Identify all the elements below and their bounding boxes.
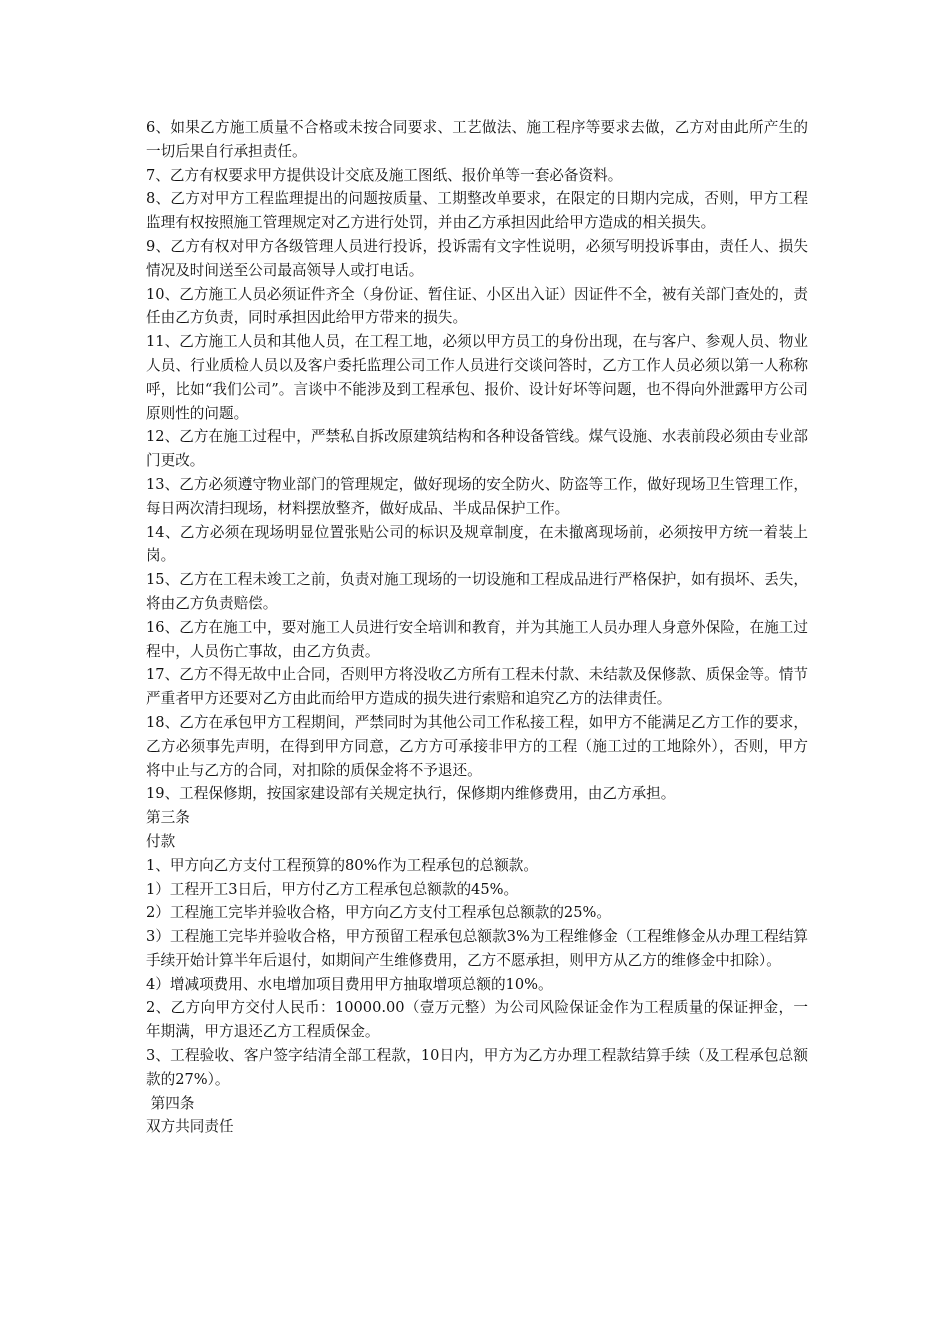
clause-10: 10、乙方施工人员必须证件齐全（身份证、暂住证、小区出入证）因证件不全，被有关部门查处的，责任由乙方负责，同时承担因此给甲方带来的损失。 bbox=[146, 285, 808, 327]
clause-9: 9、乙方有权对甲方各级管理人员进行投诉，投诉需有文字性说明，必须写明投诉事由，责任人、损失情况及时间送至公司最高领导人或打电话。 bbox=[146, 237, 808, 279]
clause-17: 17、乙方不得无故中止合同，否则甲方将没收乙方所有工程未付款、未结款及保修款、质保金等。情节严重者甲方还要对乙方由此而给甲方造成的损失进行索赔和追究乙方的法律责任。 bbox=[146, 666, 808, 708]
document-page bbox=[146, 116, 808, 1139]
section-3-title: 付款 bbox=[146, 832, 176, 850]
clause-16: 16、乙方在施工中，要对施工人员进行安全培训和教育，并为其施工人员办理人身意外保险，在施工过程中，人员伤亡事故，由乙方负责。 bbox=[146, 618, 808, 660]
clause-6: 6、如果乙方施工质量不合格或未按合同要求、工艺做法、施工程序等要求去做，乙方对由此所产生的一切后果自行承担责任。 bbox=[146, 119, 808, 160]
payment-item-2: 2、乙方向甲方交付人民币：10000.00（壹万元整）为公司风险保证金作为工程质量的保证押金，一年期满，甲方退还乙方工程质保金。 bbox=[146, 999, 808, 1041]
payment-item-3: 3、工程验收、客户签字结清全部工程款，10日内，甲方为乙方办理工程款结算手续（及工程承包总额款的27%）。 bbox=[146, 1047, 808, 1088]
section-4-title: 双方共同责任 bbox=[146, 1118, 234, 1136]
section-4-number: 第四条 bbox=[146, 1094, 195, 1112]
clause-15: 15、乙方在工程未竣工之前，负责对施工现场的一切设施和工程成品进行严格保护，如有损坏、丢失，将由乙方负责赔偿。 bbox=[146, 571, 808, 612]
clause-19: 19、工程保修期，按国家建设部有关规定执行，保修期内维修费用，由乙方承担。 bbox=[146, 785, 676, 803]
payment-item-1: 1、甲方向乙方支付工程预算的80%作为工程承包的总额款。 bbox=[146, 856, 538, 874]
clause-14: 14、乙方必须在现场明显位置张贴公司的标识及规章制度，在未撤离现场前，必须按甲方统一着装上岗。 bbox=[146, 523, 808, 565]
payment-subitem-4: 4）增减项费用、水电增加项目费用甲方抽取增项总额的10%。 bbox=[146, 975, 553, 993]
clause-13: 13、乙方必须遵守物业部门的管理规定，做好现场的安全防火、防盗等工作，做好现场卫生管理工作，每日两次清扫现场，材料摆放整齐，做好成品、半成品保护工作。 bbox=[146, 475, 808, 517]
payment-subitem-3: 3）工程施工完毕并验收合格，甲方预留工程承包总额款3%为工程维修金（工程维修金从办理工程结算手续开始计算半年后退付，如期间产生维修费用，乙方不愿承担，则甲方从乙方的维修金中扣除）。 bbox=[146, 928, 808, 969]
payment-subitem-1: 1）工程开工3日后，甲方付乙方工程承包总额款的45%。 bbox=[146, 880, 519, 898]
payment-subitem-2: 2）工程施工完毕并验收合格，甲方向乙方支付工程承包总额款的25%。 bbox=[146, 904, 611, 922]
clause-12: 12、乙方在施工过程中，严禁私自拆改原建筑结构和各种设备管线。煤气设施、水表前段必须由专业部门更改。 bbox=[146, 428, 808, 470]
clause-7: 7、乙方有权要求甲方提供设计交底及施工图纸、报价单等一套必备资料。 bbox=[146, 166, 623, 184]
clause-11: 11、乙方施工人员和其他人员，在工程工地，必须以甲方员工的身份出现，在与客户、参观人员、物业人员、行业质检人员以及客户委托监理公司工作人员进行交谈问答时，乙方工作人员必须以第一人称称呼，比如“我们公司”。言谈中不能涉及到工程承包、报价、设计好坏等问题，也不得向外泄露甲方公司原则性的问题。 bbox=[146, 333, 808, 422]
clause-8: 8、乙方对甲方工程监理提出的问题按质量、工期整改单要求，在限定的日期内完成，否则，甲方工程监理有权按照施工管理规定对乙方进行处罚，并由乙方承担因此给甲方造成的相关损失。 bbox=[146, 190, 808, 232]
clause-18: 18、乙方在承包甲方工程期间，严禁同时为其他公司工作私接工程，如甲方不能满足乙方工作的要求，乙方必须事先声明，在得到甲方同意，乙方方可承接非甲方的工程（施工过的工地除外），否则，甲方将中止与乙方的合同，对扣除的质保金将不予退还。 bbox=[146, 713, 808, 779]
section-3-number: 第三条 bbox=[146, 809, 190, 827]
